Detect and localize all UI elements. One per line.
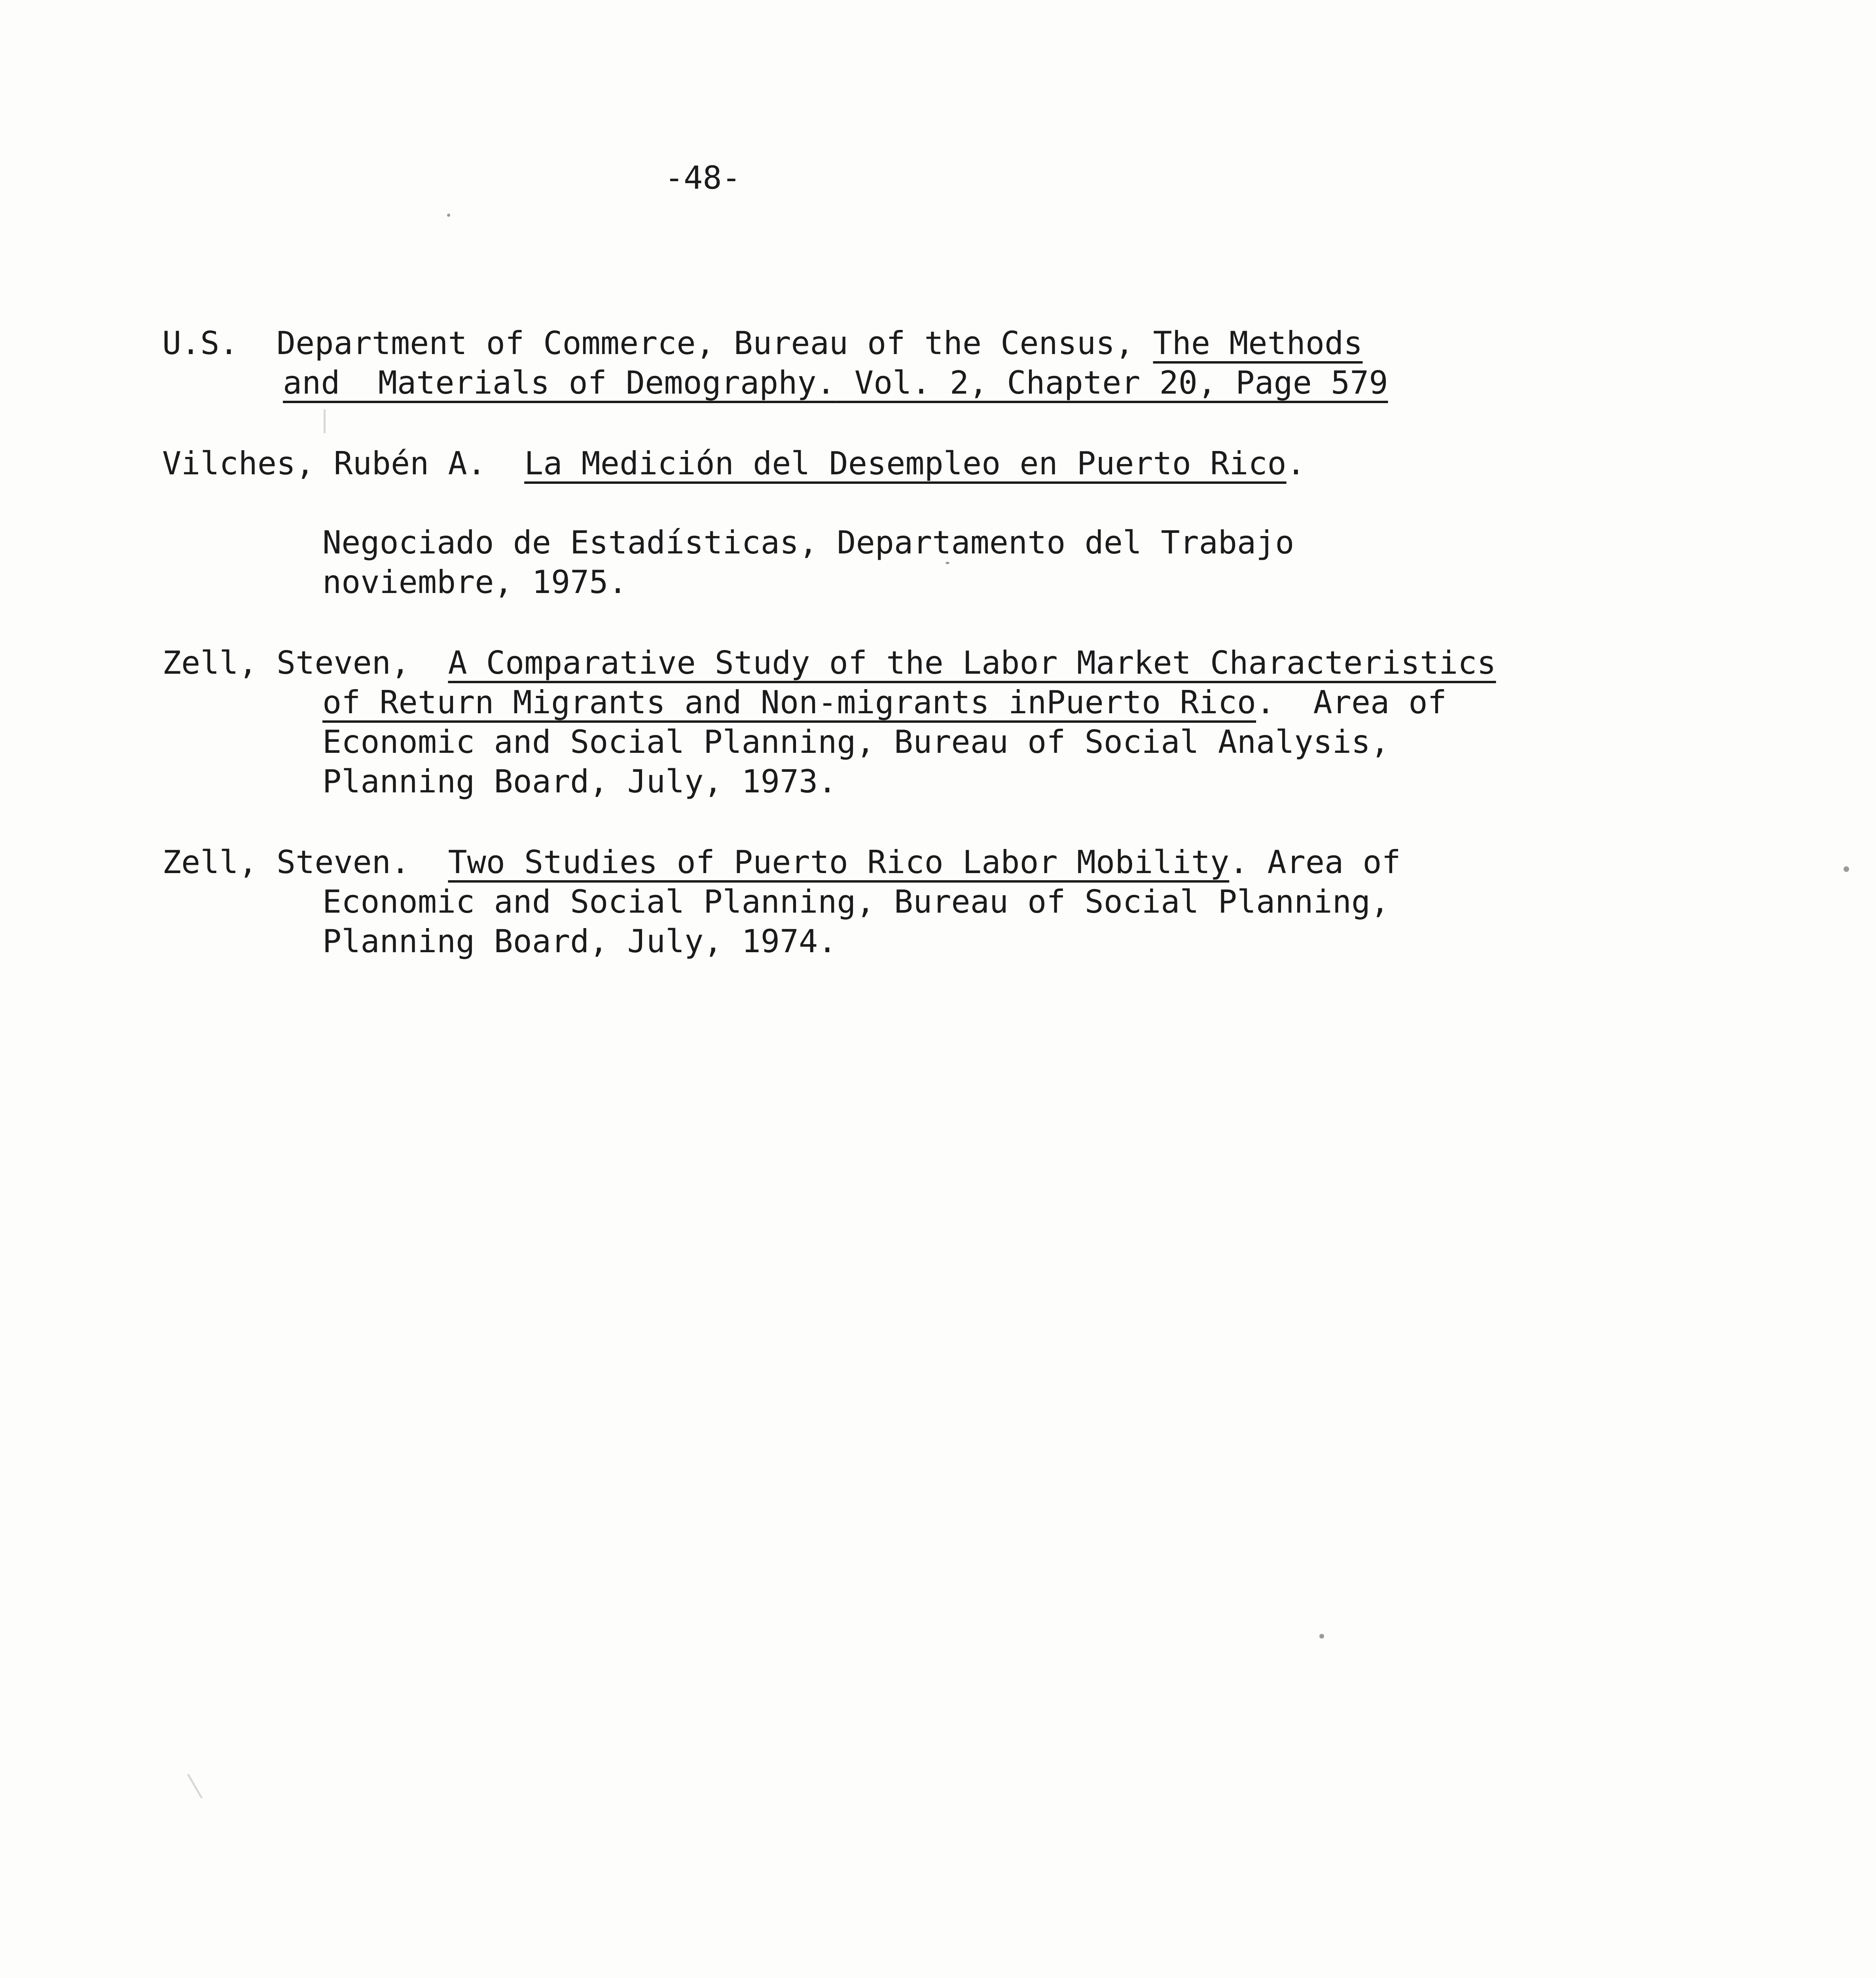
entry-line: Economic and Social Planning, Bureau of Social Planning, xyxy=(322,883,1390,920)
page-number: -48- xyxy=(665,159,741,196)
entry-line xyxy=(322,683,1447,722)
entry-text: . Area of xyxy=(1256,684,1447,721)
scan-speck xyxy=(946,562,949,564)
entry-line xyxy=(162,843,1401,882)
entry-title: Two Studies of Puerto Rico Labor Mobility xyxy=(448,844,1230,881)
entry-text: Zell, Steven, xyxy=(162,644,448,681)
entry-line: Planning Board, July, 1974. xyxy=(322,923,837,960)
scan-speck xyxy=(1319,1634,1324,1639)
scan-speck xyxy=(447,214,450,217)
entry-line xyxy=(162,444,1306,483)
entry-text: Zell, Steven. xyxy=(162,844,448,881)
entry-text: Vol. 2, Chapter 20, Page 579 xyxy=(835,364,1388,401)
entry-title: and Materials of Demography. xyxy=(283,364,836,401)
entry-line: Planning Board, July, 1973. xyxy=(322,763,837,800)
entry-text: U.S. Department of Commerce, Bureau of the Census, xyxy=(162,325,1153,362)
entry-title: La Medición del Desempleo en Puerto Rico xyxy=(524,445,1287,482)
scan-mark xyxy=(324,409,326,433)
entry-line xyxy=(162,324,1362,363)
entry-line xyxy=(162,643,1496,683)
entry-line: noviembre, 1975. xyxy=(322,564,627,601)
scan-mark xyxy=(187,1773,203,1798)
scan-speck xyxy=(1844,866,1849,872)
entry-text: . Area of xyxy=(1229,844,1401,881)
entry-title: of Return Migrants and Non-migrants inPuerto Rico xyxy=(322,684,1256,721)
entry-line xyxy=(283,363,1388,403)
entry-title: A Comparative Study of the Labor Market Characteristics xyxy=(448,644,1496,681)
entry-text: Vilches, Rubén A. xyxy=(162,445,525,482)
entry-text: . xyxy=(1286,445,1306,482)
entry-title: The Methods xyxy=(1153,325,1363,362)
entry-line: Economic and Social Planning, Bureau of Social Analysis, xyxy=(322,724,1390,760)
entry-line: Negociado de Estadísticas, Departamento del Trabajo xyxy=(322,524,1294,561)
